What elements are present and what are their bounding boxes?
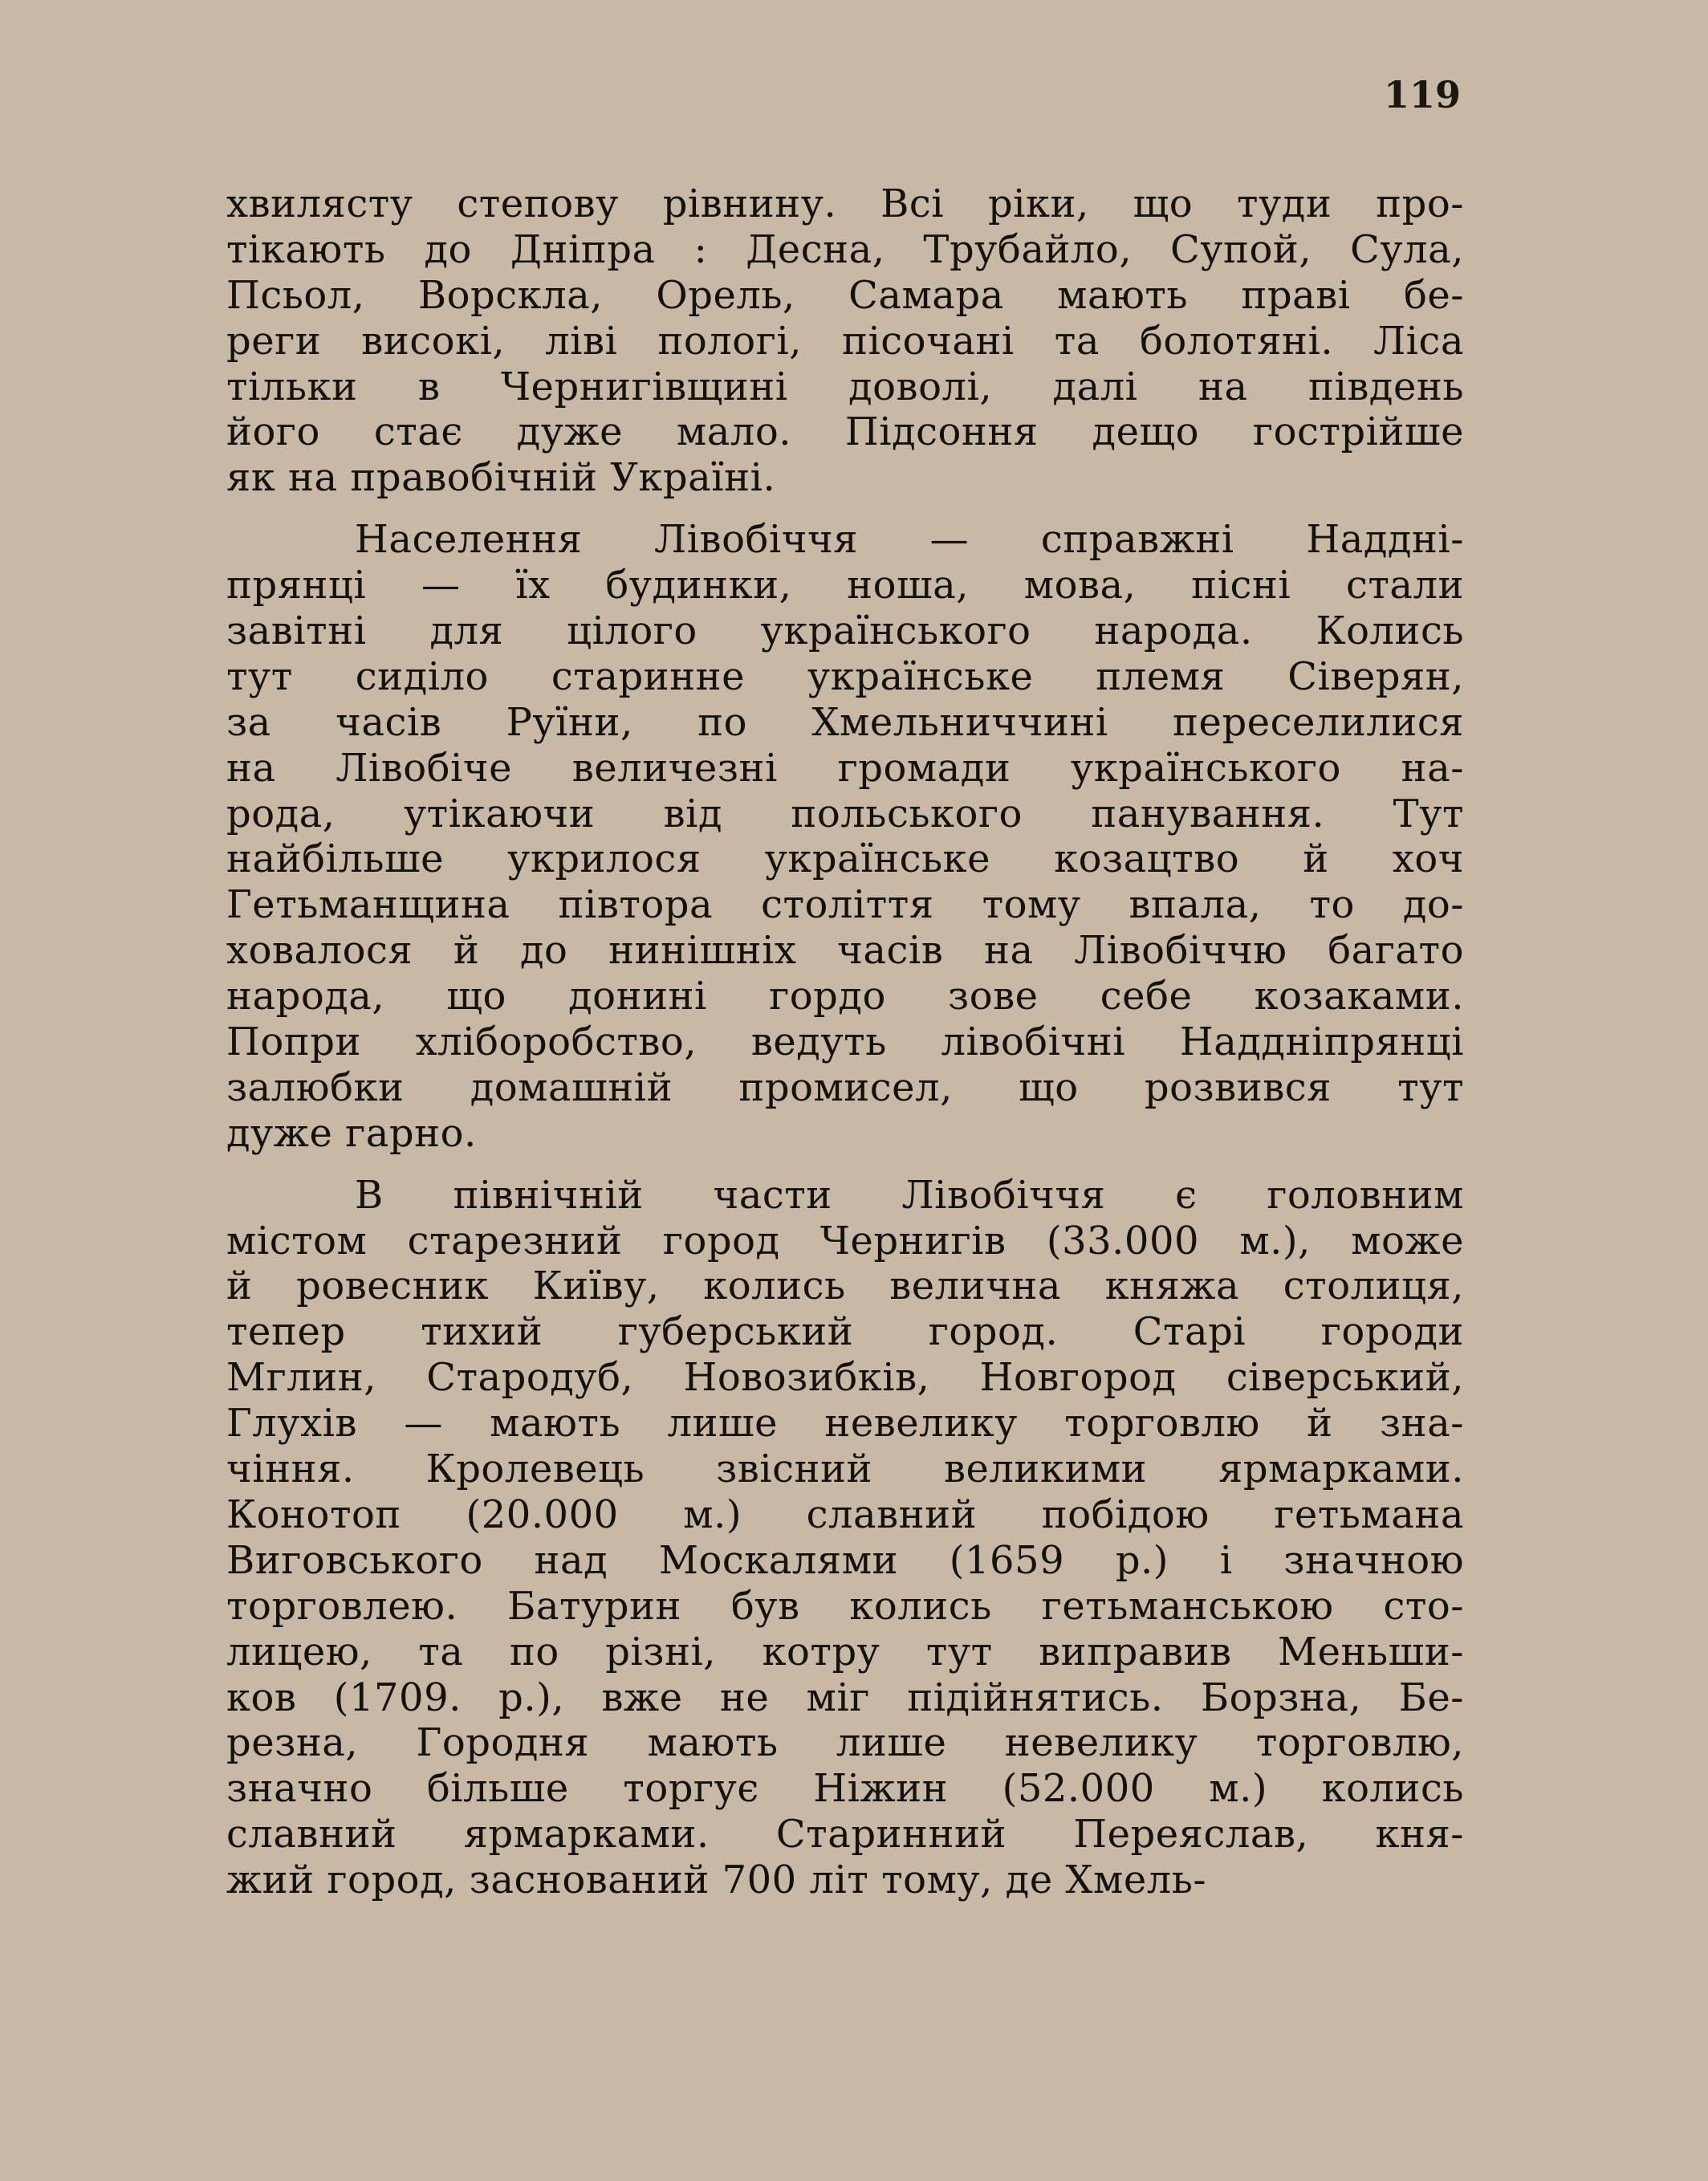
text-line: залюбки домашній промисел, що розвився тут [226, 1064, 1464, 1110]
paragraph-3 [226, 1173, 1464, 1903]
text-line: славний ярмарками. Старинний Переяслав, кня- [226, 1812, 1464, 1858]
text-line: ховалося й до нинішніх часів на Лівобіччю багато [226, 928, 1464, 974]
paragraph-gap [226, 1157, 1464, 1173]
text-line: значно більше торгує Ніжин (52.000 м.) колись [226, 1766, 1464, 1812]
text-line: Гетьманщина півтора століття тому впала, то до- [226, 882, 1464, 928]
text-line: В північній части Лівобіччя є головним [355, 1172, 1464, 1218]
text-line: торговлею. Батурин був колись гетьманською сто- [226, 1583, 1464, 1629]
text-line: Населення Лівобіччя — справжні Наддні- [355, 517, 1464, 563]
text-line: за часів Руїни, по Хмельниччині переселилися [226, 699, 1464, 745]
paragraph-1 [226, 181, 1464, 501]
text-line: тут сиділо старинне українське племя Сіверян, [226, 653, 1464, 699]
text-line: реги високі, ліві пологі, пісочані та болотяні. Ліса [226, 318, 1464, 364]
text-line: найбільше укрилося українське козацтво й хоч [226, 836, 1464, 882]
text-line: й ровесник Київу, колись велична княжа столиця, [226, 1263, 1464, 1309]
text-line: ков (1709. р.), вже не міг підійнятись. Борзна, Бе- [226, 1674, 1464, 1720]
text-line: на Лівобіче величезні громади українського на- [226, 745, 1464, 791]
text-line: хвилясту степову рівнину. Всі ріки, що туди про- [226, 181, 1464, 226]
text-line: завітні для цілого українського народа. Колись [226, 608, 1464, 654]
text-line: рода, утікаючи від польського панування. Тут [226, 791, 1464, 836]
text-line: прянці — їх будинки, ноша, мова, пісні стали [226, 563, 1464, 608]
text-line: резна, Городня мають лише невелику торговлю, [226, 1720, 1464, 1766]
text-line: тепер тихий губерський город. Старі городи [226, 1309, 1464, 1355]
text-line: дуже гарно. [226, 1110, 477, 1156]
paragraph-gap [226, 501, 1464, 517]
text-line: Попри хліборобство, ведуть лівобічні Наддніпрянці [226, 1019, 1464, 1065]
paragraph-2 [226, 517, 1464, 1156]
text-line: Глухів — мають лише невелику торговлю й зна- [226, 1401, 1464, 1447]
text-line: Мглин, Стародуб, Новозибків, Новгород сіверський, [226, 1355, 1464, 1401]
text-line: Виговського над Москалями (1659 р.) і значною [226, 1537, 1464, 1583]
page-number: 119 [1383, 73, 1461, 116]
text-line: тікають до Дніпра : Десна, Трубайло, Супой, Сула, [226, 226, 1464, 272]
text-line: Конотоп (20.000 м.) славний побідою гетьмана [226, 1491, 1464, 1537]
text-line: містом старезний город Чернигів (33.000 м.), може [226, 1218, 1464, 1263]
text-line: народа, що донині гордо зове себе козаками. [226, 974, 1464, 1019]
text-line: його стає дуже мало. Підсоння дещо гострійше [226, 409, 1464, 455]
body-text [226, 181, 1464, 1903]
text-line: лицею, та по різні, котру тут виправив Меньши- [226, 1629, 1464, 1674]
text-line: жий город, заснований 700 літ тому, де Хмель- [226, 1858, 1207, 1903]
text-line: як на правобічній Україні. [226, 455, 776, 501]
text-line: тільки в Чернигівщині доволі, далі на південь [226, 364, 1464, 409]
text-line: чіння. Кролевець звісний великими ярмарками. [226, 1447, 1464, 1492]
text-line: Псьол, Ворскла, Орель, Самара мають праві бе- [226, 272, 1464, 318]
